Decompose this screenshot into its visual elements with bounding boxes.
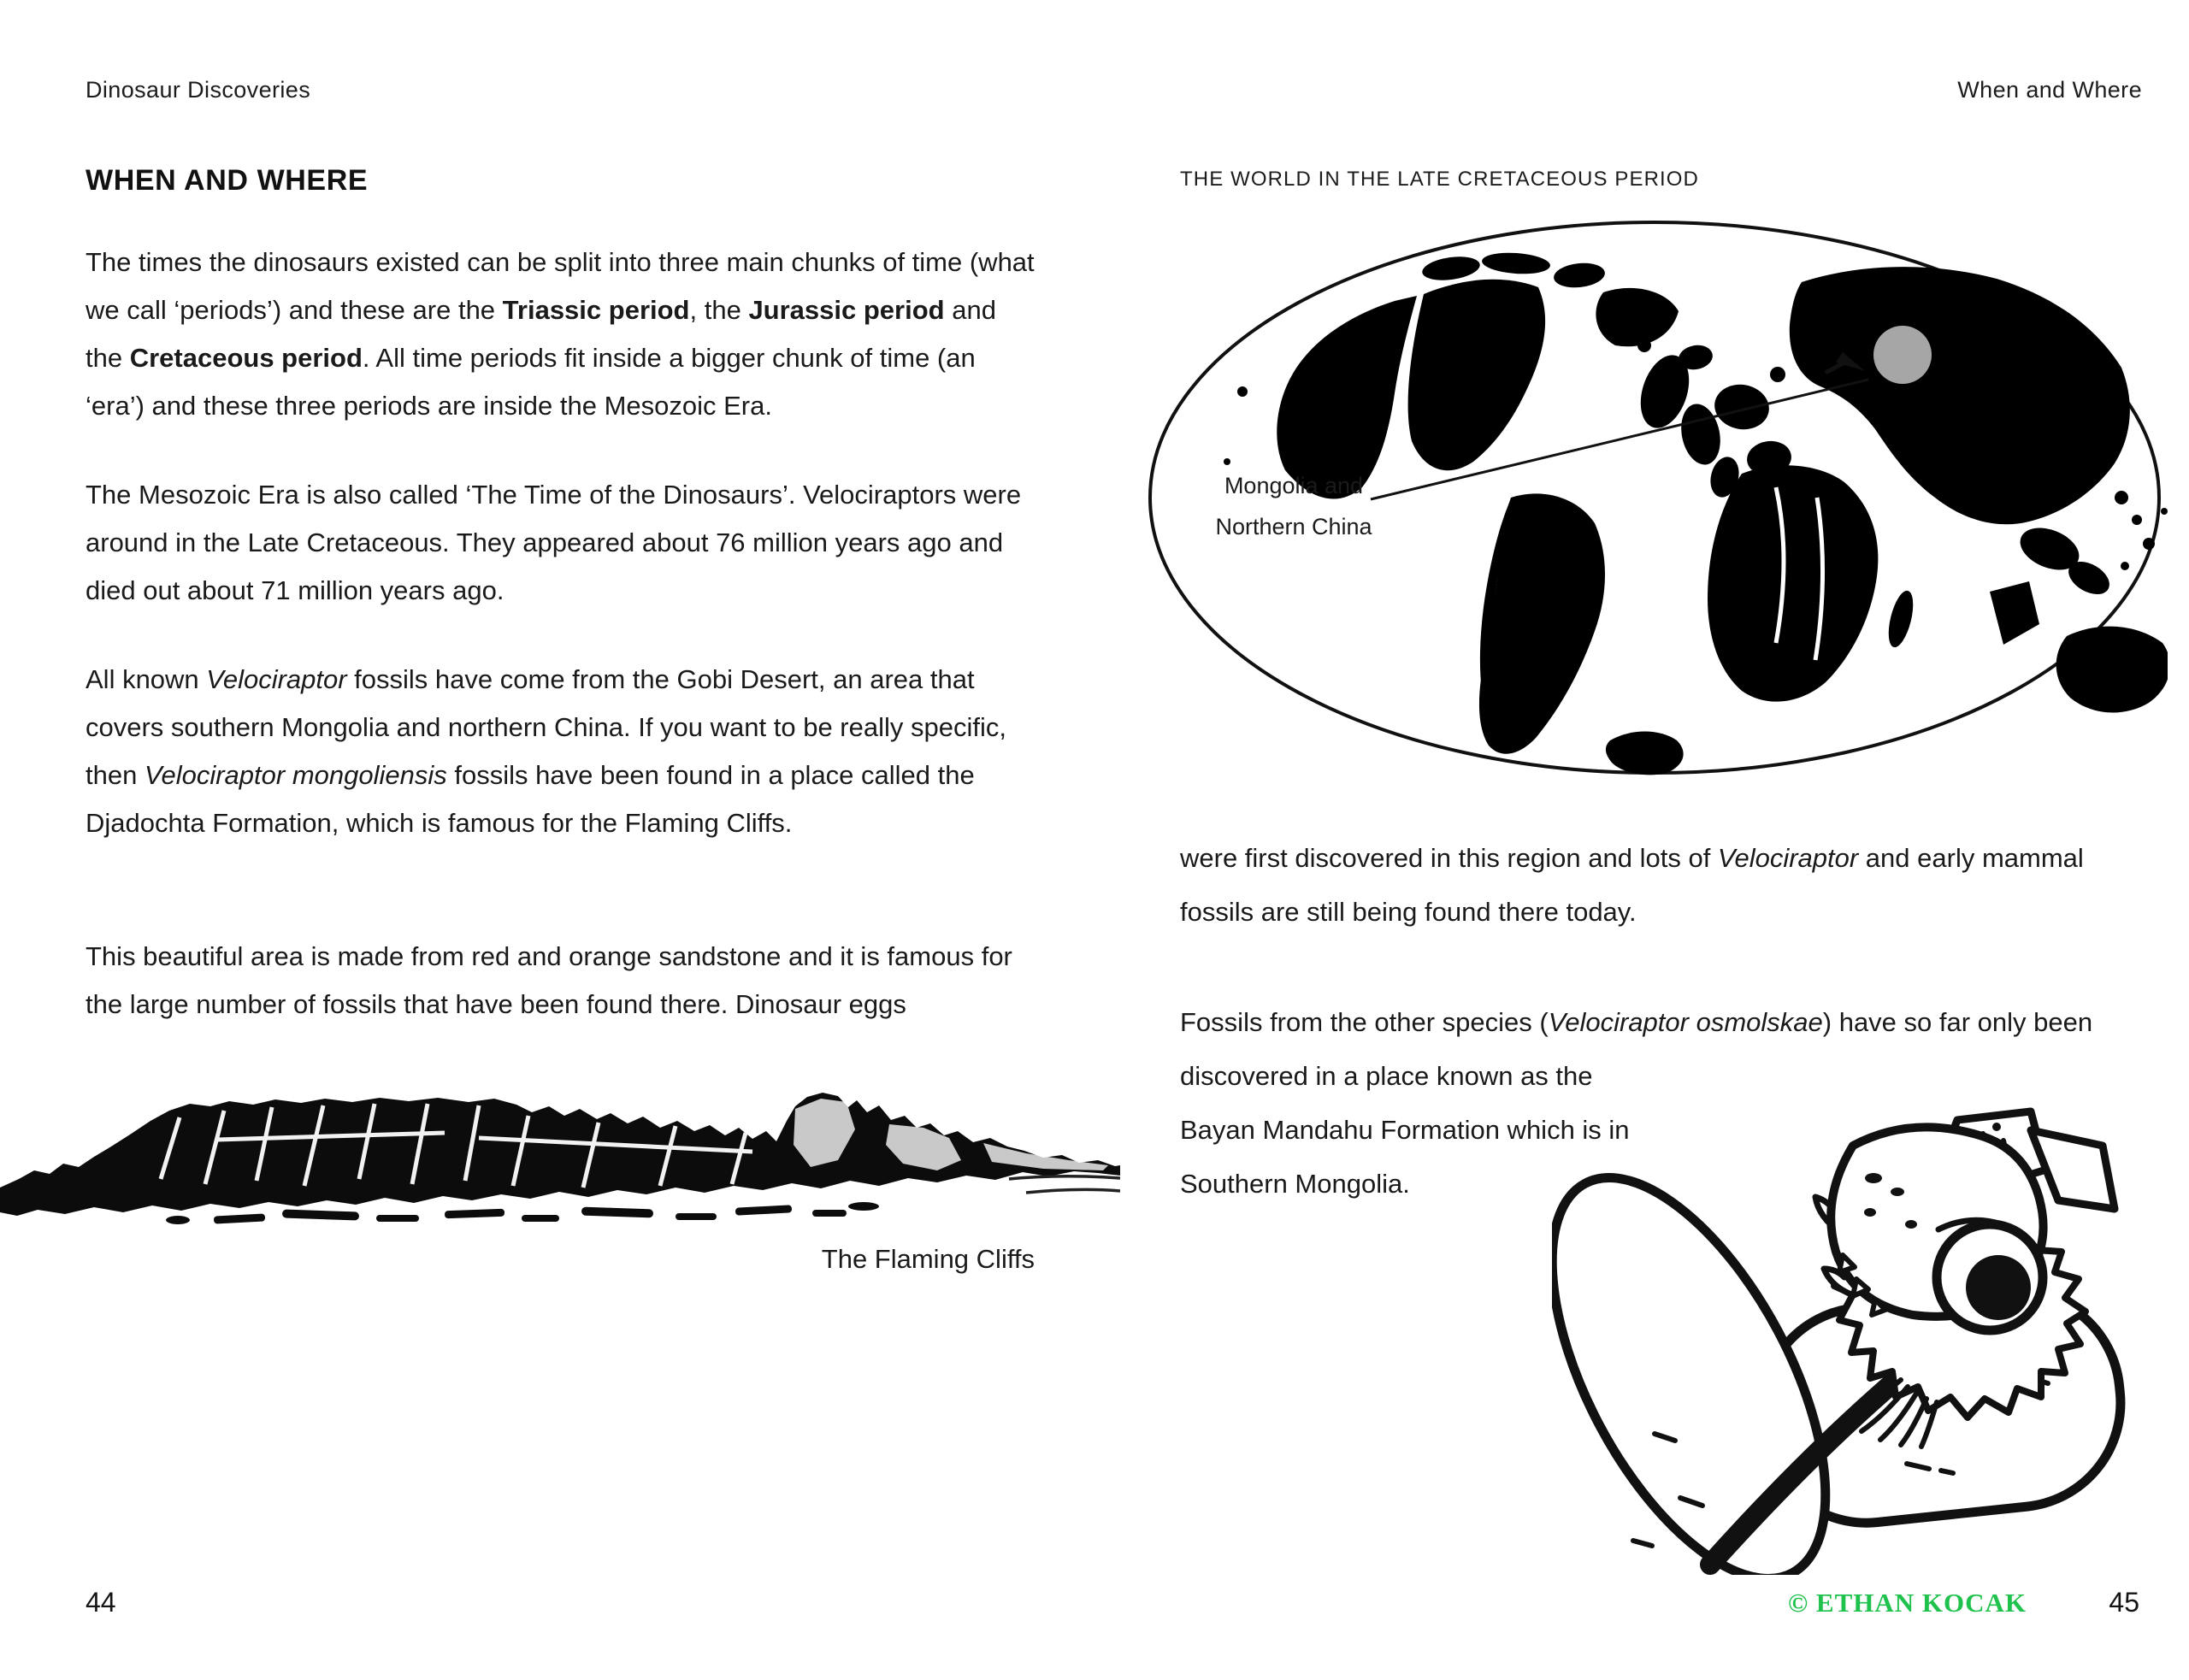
- map-label-line1: Mongolia and: [1224, 473, 1364, 498]
- paragraph-region: were first discovered in this region and lots of Velociraptor and early mammal fossils are still being found there today.: [1180, 843, 2084, 927]
- dino-pupil: [1966, 1255, 2031, 1320]
- running-head-left: Dinosaur Discoveries: [86, 77, 311, 103]
- paragraph-gobi: All known Velociraptor fossils have come from the Gobi Desert, an area that covers southern Mongolia and northern China. If you want to be really specific, then Velociraptor mongoliensis fossils have been found in a place called the Djadochta Formation, which is famous for the Flaming Cliffs.: [86, 664, 1006, 838]
- map-label-line2: Northern China: [1215, 514, 1372, 539]
- paragraph-sandstone: This beautiful area is made from red and orange sandstone and it is famous for the large number of fossils that have been found there. Dinosaur eggs: [86, 941, 1012, 1019]
- page-number-left: 44: [86, 1587, 116, 1618]
- flaming-cliffs-illustration: [0, 1078, 1120, 1230]
- left-page: [0, 0, 1094, 1680]
- paragraph-mesozoic: The Mesozoic Era is also called ‘The Time of the Dinosaurs’. Velociraptors were around in the Late Cretaceous. They appeared about 76 million years ago and died out about 71 million years ago.: [86, 480, 1022, 605]
- map-caption: THE WORLD IN THE LATE CRETACEOUS PERIOD: [1180, 168, 1699, 191]
- map-label: [1191, 465, 1396, 547]
- illustration-caption: The Flaming Cliffs: [821, 1244, 1035, 1274]
- paragraph-periods: The times the dinosaurs existed can be split into three main chunks of time (what we call ‘periods’) and these are the Triassic period, the Jurassic period and the Cretaceous period. All time periods fit inside a bigger chunk of time (an ‘era’) and these three periods are inside the Mesozoic Era.: [86, 247, 1035, 421]
- dino-crest-plate-2: [2031, 1130, 2115, 1209]
- cliff-debris: [166, 1202, 879, 1224]
- page-title: WHEN AND WHERE: [86, 164, 369, 197]
- flaming-cliffs-drawing: [0, 1078, 1120, 1230]
- dinosaur-illustration: [1646, 1096, 2142, 1575]
- running-head-right: When and Where: [1957, 77, 2142, 103]
- copyright-credit: © ETHAN KOCAK: [1787, 1588, 2027, 1618]
- world-map-figure: [1142, 215, 2168, 780]
- page-number-right: 45: [2109, 1587, 2139, 1618]
- right-page: [1094, 0, 2189, 1680]
- map-region-highlight: [1873, 326, 1932, 384]
- dinosaur-drawing: [1552, 1096, 2151, 1575]
- paragraph-osmolskae: Fossils from the other species (Velociraptor osmolskae) have so far only been discovered in a place known as the Bayan Mandahu Formation which is in Southern Mongolia.: [1180, 1007, 2093, 1199]
